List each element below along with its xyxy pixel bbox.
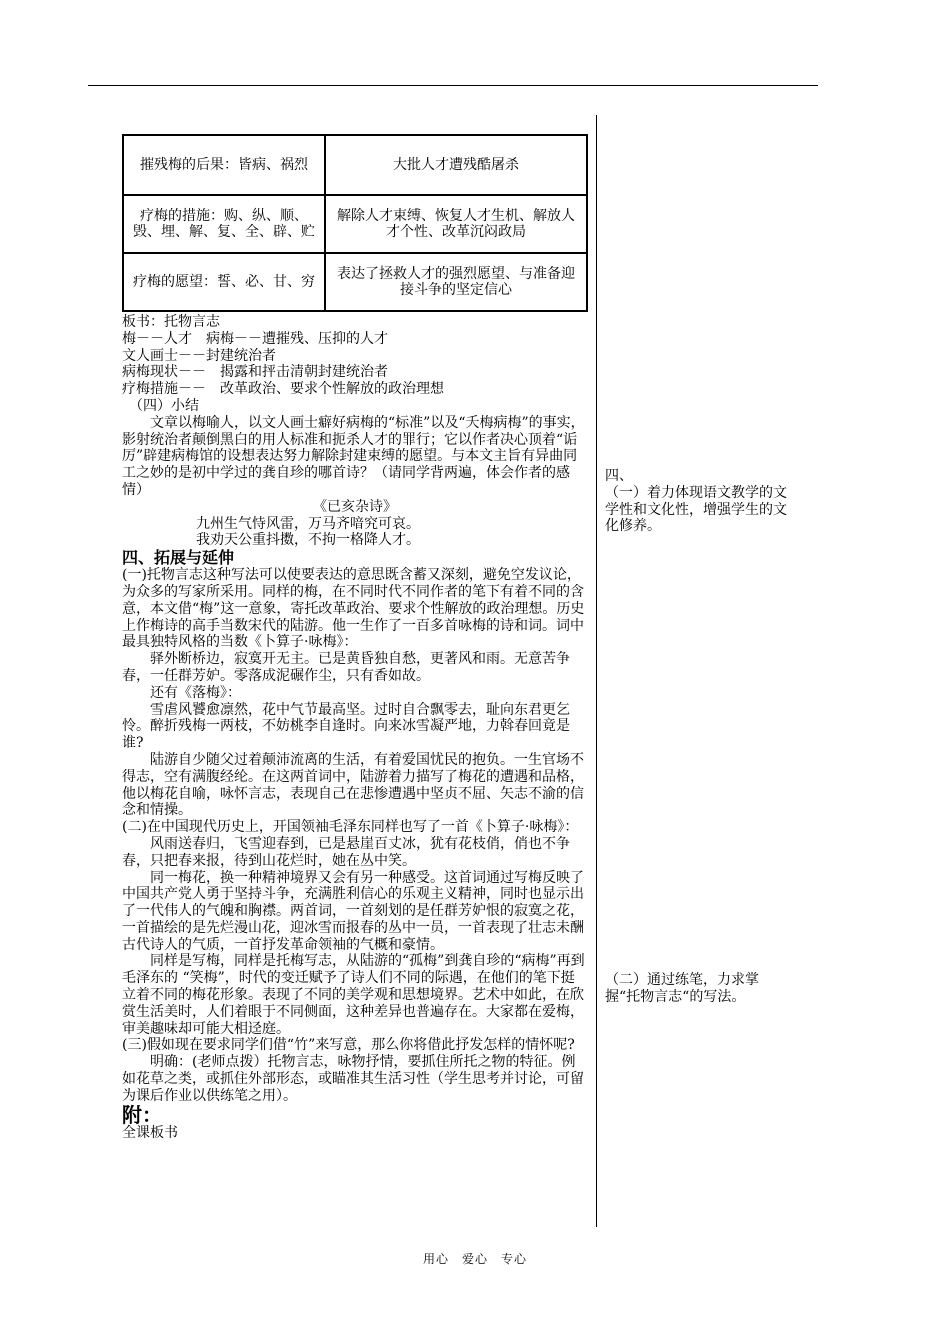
table-cell-right: 表达了拯救人才的强烈愿望、与准备迎接斗争的坚定信心 bbox=[325, 253, 587, 311]
blackboard-line: 梅－－人才 病梅－－遭摧残、压抑的人才 bbox=[122, 330, 388, 347]
paragraph: (二)在中国现代历史上，开国领袖毛泽东同样也写了一首《卜算子·咏梅》： bbox=[122, 819, 579, 836]
poem-line: 九州生气恃风雷，万马齐喑究可哀。 bbox=[196, 515, 420, 532]
paragraph: 陆游自少随父过着颠沛流离的生活，有着爱国忧民的抱负。一生官场不得志，空有满腹经纶。在这两首词中，陆游着力描写了梅花的遭遇和品格，他以梅花自喻，咏怀言志，表现自己在悲惨遭遇中坚贞不屈、矢志不渝的信念和情操。 bbox=[122, 751, 584, 819]
poem-title: 《已亥杂诗》 bbox=[313, 498, 397, 515]
blackboard-title: 板书：托物言志 bbox=[122, 314, 220, 330]
poem-paragraph: 驿外断桥边，寂寞开无主。已是黄昏独自愁，更著风和雨。无意苦争春，一任群芳妒。零落成泥碾作尘，只有香如故。 bbox=[122, 651, 570, 684]
summary-paragraph: 文章以梅喻人，以文人画士癖好病梅的“标准”以及“夭梅病梅”的事实，影射统治者颠倒黑白的用人标准和扼杀人才的罪行；它以作者决心顶着“诟厉”辟建病梅馆的设想表达努力解除封建束缚的愿望。与本文主旨有异曲同工之妙的是初中学过的龚自珍的哪首诗？（请同学背两遍，体会作者的感情） bbox=[122, 414, 585, 498]
table-row bbox=[123, 195, 587, 253]
side-note-2 bbox=[605, 972, 787, 1006]
paragraph: 明确：(老师点拨）托物言志，咏物抒情，要抓住所托之物的特征。例如花草之类，或抓住外部形态，或瞄准其生活习性（学生思考并讨论，可留为课后作业以供练笔之用）。 bbox=[122, 1054, 584, 1104]
table-cell-right: 解除人才束缚、恢复人才生机、解放人才个性、改革沉闷政局 bbox=[325, 195, 587, 253]
main-column bbox=[122, 134, 588, 1141]
paragraph: 还有《落梅》： bbox=[150, 684, 241, 701]
poem-line: 我劝天公重抖擞，不拘一格降人才。 bbox=[196, 532, 420, 549]
paragraph: (一)托物言志这种写法可以使要表达的意思既含蓄又深刻，避免空发议论，为众多的写家所采用。同样的梅，在不同时代不同作者的笔下有着不同的含意，本文借“梅”这一意象，寄托改革政治、要求个性解放的政治理想。历史上作梅诗的高手当数宋代的陆游。他一生作了一百多首咏梅的诗和词。词中最具独特风格的当数《卜算子·咏梅》： bbox=[122, 567, 585, 651]
poem-paragraph: 雪虐风饕愈凛然，花中气节最高坚。过时自合飘零去，耻向东君更乞怜。醉折残梅一两枝，不妨桃李自逢时。向来冰雪凝严地，力斡春回竟是谁? bbox=[122, 701, 570, 752]
blackboard-line: 疗梅措施－－ 改革政治、要求个性解放的政治理想 bbox=[122, 381, 444, 398]
poem-paragraph: 风雨送春归，飞雪迎春到，已是悬崖百丈冰，犹有花枝俏，俏也不争春，只把春来报，待到山花烂时，她在丛中笑。 bbox=[122, 835, 570, 869]
section-heading: 四、拓展与延伸 bbox=[122, 548, 235, 568]
header-rule bbox=[88, 85, 818, 86]
paragraph: (三)假如现在要求同学们借“竹”来写意，那么你将借此抒发怎样的情怀呢? bbox=[122, 1037, 575, 1054]
column-divider bbox=[596, 115, 597, 1227]
summary-heading: （四）小结 bbox=[129, 397, 199, 414]
side-note-1 bbox=[605, 468, 787, 535]
page-footer: 用心 爱心 专心 bbox=[422, 1252, 527, 1266]
side-note-text: （二）通过练笔，力求掌握“托物言志“的写法。 bbox=[605, 972, 759, 1005]
comparison-table bbox=[122, 134, 588, 312]
side-note-heading: 四、 bbox=[605, 468, 633, 484]
paragraph: 同样是写梅，同样是托梅写志，从陆游的“孤梅”到龚自珍的“病梅”再到毛泽东的 “笑梅”，时代的变迁赋予了诗人们不同的际遇，在他们的笔下挺立着不同的梅花形象。表现了不同的美学观和思想境界。艺术中如此，在欣赏生活美时，人们着眼于不同侧面，这种差异也普遍存在。大家都在爱梅，审美趣味却可能大相迳庭。 bbox=[122, 953, 585, 1037]
blackboard-line: 文人画士－－封建统治者 bbox=[122, 347, 276, 364]
table-row bbox=[123, 135, 587, 195]
table-cell-right: 大批人才遭残酷屠杀 bbox=[325, 135, 587, 195]
appendix-text: 全课板书 bbox=[122, 1124, 178, 1141]
blackboard-line: 病梅现状－－ 揭露和抨击清朝封建统治者 bbox=[122, 364, 388, 381]
appendix-heading: 附： bbox=[122, 1102, 162, 1127]
table-cell-left: 疗梅的措施：购、纵、顺、毁、埋、解、复、全、辟、贮 bbox=[123, 195, 325, 253]
side-note-text: （一）着力体现语文教学的文学性和文化性，增强学生的文化修养。 bbox=[605, 484, 787, 535]
table-cell-left: 摧残梅的后果：皆病、祸烈 bbox=[123, 135, 325, 195]
paragraph: 同一梅花，换一种精神境界又会有另一种感受。这首词通过写梅反映了中国共产党人勇于坚持斗争，充满胜利信心的乐观主义精神，同时也显示出了一代伟人的气魄和胸襟。两首词，一首刻划的是任群芳妒恨的寂寞之花，一首描绘的是先烂漫山花，迎冰雪而报春的丛中一员，一首表现了壮志未酬古代诗人的气质，一首抒发革命领袖的气概和豪情。 bbox=[122, 869, 584, 953]
table-row bbox=[123, 253, 587, 311]
table-cell-left: 疗梅的愿望：誓、必、甘、穷 bbox=[123, 253, 325, 311]
